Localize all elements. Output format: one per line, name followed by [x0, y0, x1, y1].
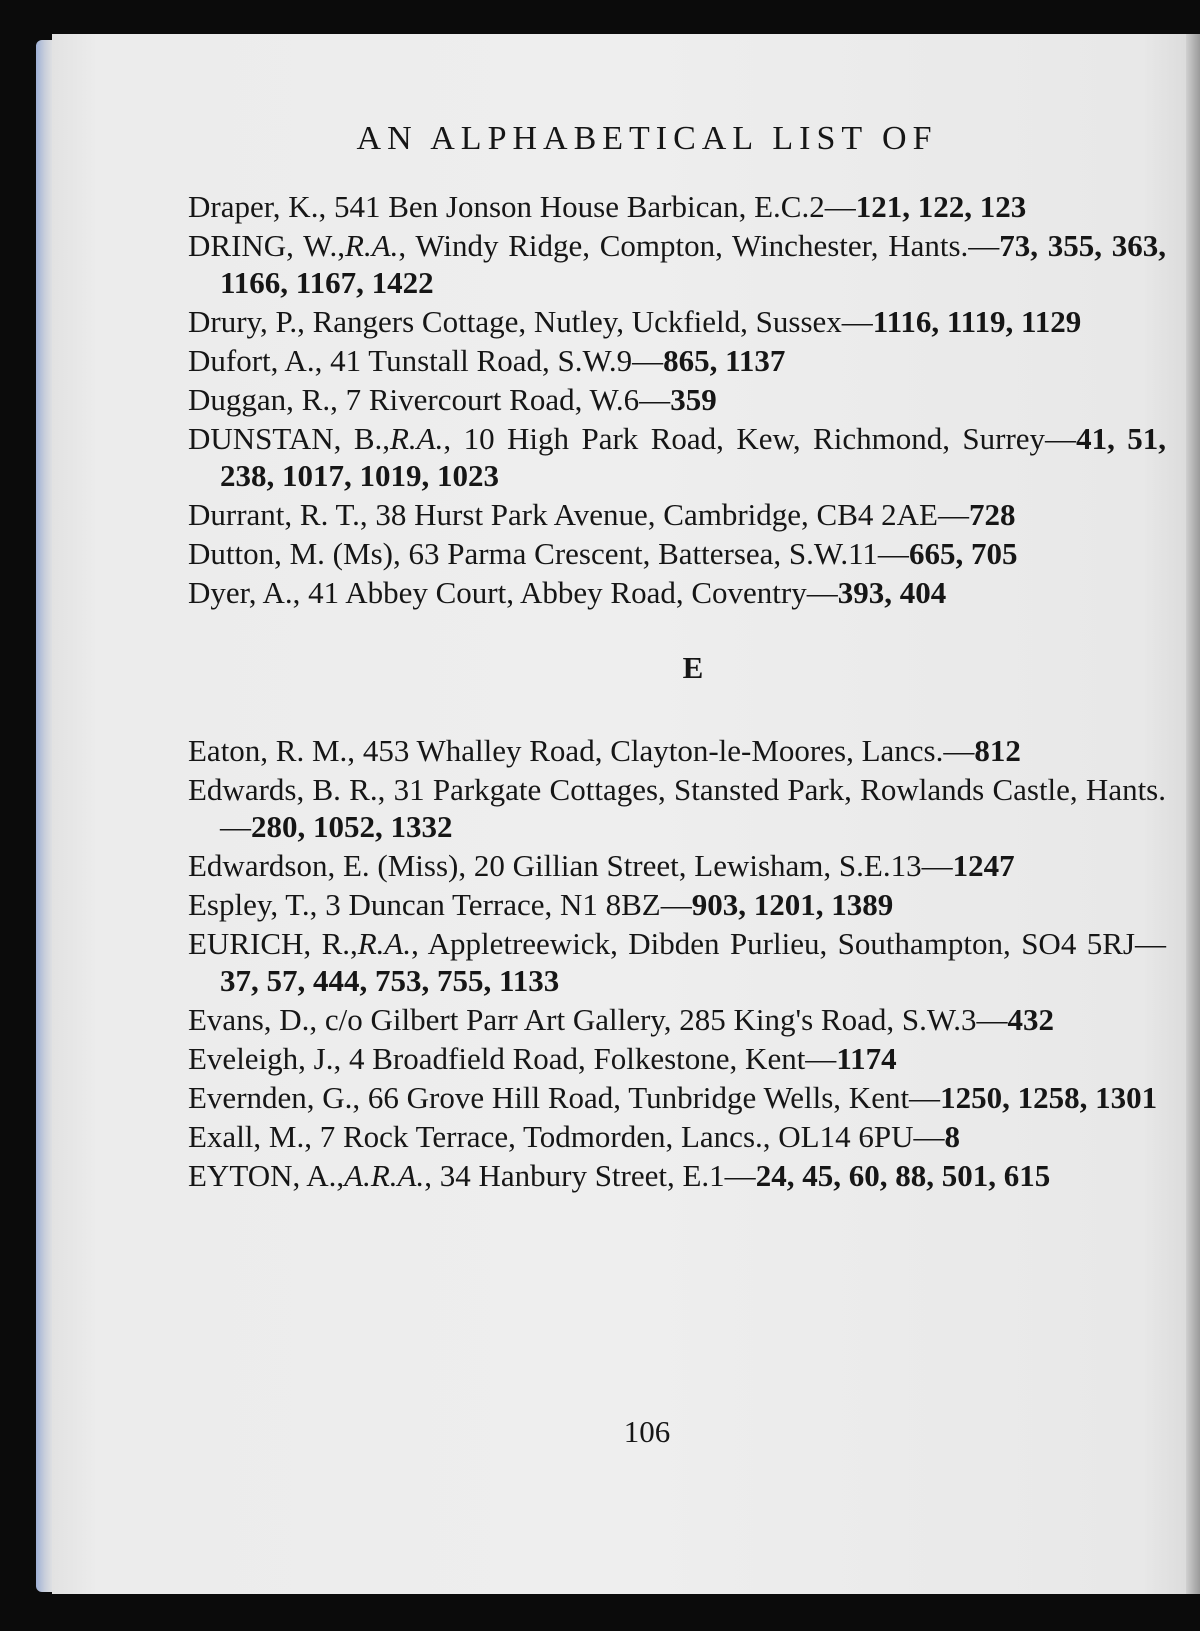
- entry-name: Espley, T.,: [188, 887, 318, 922]
- list-entry: [188, 303, 1166, 340]
- list-entry: [188, 227, 1166, 301]
- entry-address: , Windy Ridge, Compton, Winchester, Hants.—: [398, 228, 1000, 263]
- entry-address: 7 Rock Terrace, Todmorden, Lancs., OL14 6PU—: [312, 1119, 945, 1154]
- section-d-entries: [188, 188, 1166, 611]
- entry-catalogue-numbers: 280, 1052, 1332: [251, 809, 453, 844]
- entry-catalogue-numbers: 41, 51, 238, 1017, 1019, 1023: [220, 421, 1167, 493]
- entry-name: Edwards, B. R.,: [188, 772, 386, 807]
- book-spine-shadow: [1186, 34, 1200, 1594]
- entry-address: 3 Duncan Terrace, N1 8BZ—: [317, 887, 692, 922]
- entry-address: 63 Parma Crescent, Battersea, S.W.11—: [400, 536, 909, 571]
- entry-catalogue-numbers: 1250, 1258, 1301: [940, 1080, 1158, 1115]
- list-entry: [188, 732, 1166, 769]
- entry-address: 66 Grove Hill Road, Tunbridge Wells, Kent—: [360, 1080, 941, 1115]
- entry-name: Dutton, M. (Ms),: [188, 536, 401, 571]
- entry-address: 7 Rivercourt Road, W.6—: [337, 382, 671, 417]
- entry-address: 4 Broadfield Road, Folkestone, Kent—: [341, 1041, 837, 1076]
- entry-title: R.A.: [345, 228, 399, 263]
- entry-catalogue-numbers: 359: [670, 382, 717, 417]
- running-header: AN ALPHABETICAL LIST OF: [356, 120, 938, 157]
- entry-catalogue-numbers: 1116, 1119, 1129: [872, 304, 1082, 339]
- entry-name: Eveleigh, J.,: [188, 1041, 342, 1076]
- section-letter-e: E: [682, 650, 704, 685]
- entry-name: Evans, D.,: [188, 1002, 318, 1037]
- artist-list: [188, 188, 1166, 1196]
- entry-catalogue-numbers: 393, 404: [837, 575, 947, 610]
- entry-name: Durrant, R. T.,: [188, 497, 368, 532]
- list-entry: [188, 1157, 1166, 1194]
- entry-catalogue-numbers: 903, 1201, 1389: [691, 887, 894, 922]
- entry-name: Duggan, R.,: [188, 382, 338, 417]
- entry-name: Exall, M.,: [188, 1119, 312, 1154]
- list-entry: [188, 342, 1166, 379]
- entry-name: Edwardson, E. (Miss),: [188, 848, 467, 883]
- list-entry: [188, 925, 1166, 999]
- entry-catalogue-numbers: 812: [974, 733, 1021, 768]
- list-entry: [188, 1001, 1166, 1038]
- entry-catalogue-numbers: 73, 355, 363, 1166, 1167, 1422: [220, 228, 1167, 300]
- entry-catalogue-numbers: 121, 122, 123: [855, 189, 1027, 224]
- entry-name: Draper, K.,: [188, 189, 327, 224]
- list-entry: [188, 574, 1166, 611]
- list-entry: [188, 1118, 1166, 1155]
- entry-catalogue-numbers: 24, 45, 60, 88, 501, 615: [755, 1158, 1051, 1193]
- entry-name: EURICH, R.,: [188, 926, 358, 961]
- entry-address: Rangers Cottage, Nutley, Uckfield, Sussex—: [304, 304, 873, 339]
- section-e-entries: [188, 732, 1166, 1194]
- book-page: [52, 34, 1200, 1594]
- entry-catalogue-numbers: 665, 705: [908, 536, 1018, 571]
- list-entry: [188, 1040, 1166, 1077]
- entry-name: EYTON, A.,: [188, 1158, 345, 1193]
- entry-address: , 10 High Park Road, Kew, Richmond, Surrey—: [443, 421, 1077, 456]
- entry-name: DUNSTAN, B.,: [188, 421, 390, 456]
- entry-address: , Appletreewick, Dibden Purlieu, Southampton, SO4 5RJ—: [411, 926, 1166, 961]
- entry-address: c/o Gilbert Parr Art Gallery, 285 King's Road, S.W.3—: [317, 1002, 1008, 1037]
- entry-name: Dyer, A.,: [188, 575, 301, 610]
- list-entry: [188, 381, 1166, 418]
- entry-address: 41 Tunstall Road, S.W.9—: [322, 343, 664, 378]
- entry-name: Dufort, A.,: [188, 343, 323, 378]
- list-entry: [188, 535, 1166, 572]
- entry-name: Drury, P.,: [188, 304, 305, 339]
- entry-address: 20 Gillian Street, Lewisham, S.E.13—: [466, 848, 953, 883]
- entry-title: R.A.: [390, 421, 444, 456]
- entry-title: R.A.: [357, 926, 412, 961]
- entry-address: 38 Hurst Park Avenue, Cambridge, CB4 2AE—: [367, 497, 969, 532]
- entry-catalogue-numbers: 1247: [952, 848, 1015, 883]
- list-entry: [188, 771, 1166, 845]
- entry-address: 541 Ben Jonson House Barbican, E.C.2—: [326, 189, 856, 224]
- page-number: 106: [623, 1414, 671, 1449]
- entry-name: DRING, W.,: [188, 228, 346, 263]
- entry-name: Eaton, R. M.,: [188, 733, 356, 768]
- entry-name: Evernden, G.,: [188, 1080, 361, 1115]
- entry-address: , 34 Hanbury Street, E.1—: [424, 1158, 756, 1193]
- list-entry: [188, 496, 1166, 533]
- list-entry: [188, 420, 1166, 494]
- entry-catalogue-numbers: 37, 57, 444, 753, 755, 1133: [220, 963, 560, 998]
- entry-catalogue-numbers: 8: [944, 1119, 960, 1154]
- entry-address: 453 Whalley Road, Clayton-le-Moores, Lancs.—: [355, 733, 975, 768]
- entry-address: 31 Parkgate Cottages, Stansted Park, Rowlands Castle, Hants.—: [220, 772, 1167, 844]
- entry-address: 41 Abbey Court, Abbey Road, Coventry—: [300, 575, 838, 610]
- list-entry: [188, 1079, 1166, 1116]
- entry-title: A.R.A.: [344, 1158, 425, 1193]
- entry-catalogue-numbers: 1174: [836, 1041, 897, 1076]
- entry-catalogue-numbers: 432: [1007, 1002, 1055, 1037]
- list-entry: [188, 886, 1166, 923]
- entry-catalogue-numbers: 865, 1137: [663, 343, 786, 378]
- entry-catalogue-numbers: 728: [968, 497, 1016, 532]
- list-entry: [188, 188, 1166, 225]
- list-entry: [188, 847, 1166, 884]
